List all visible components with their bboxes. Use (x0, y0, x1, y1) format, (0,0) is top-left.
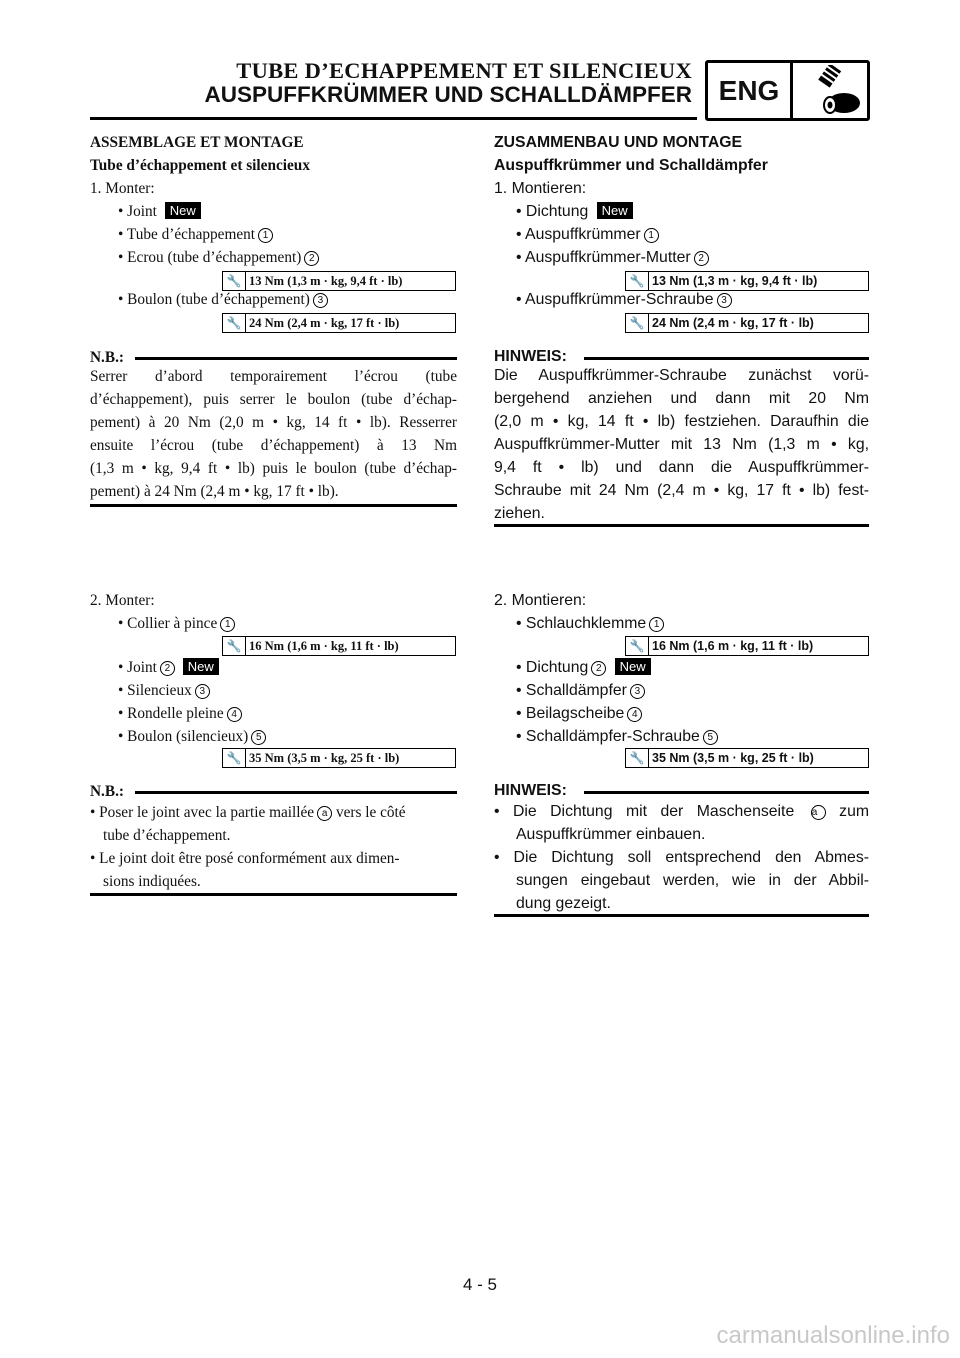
note-line: tube d’échappement. (103, 827, 231, 844)
note-line: (2,0 m • kg, 14 ft • lb) festziehen. Daraufhin die (494, 413, 869, 430)
wrench-icon: 🔧 (626, 314, 649, 332)
list-item: • Joint 2 New (118, 656, 219, 679)
marker-5: 5 (703, 730, 718, 745)
torque-spec: 🔧 35 Nm (3,5 m · kg, 25 ft · lb) (222, 748, 456, 768)
note-title: N.B.: (90, 783, 124, 800)
torque-spec: 🔧 13 Nm (1,3 m · kg, 9,4 ft · lb) (222, 271, 456, 291)
torque-spec: 🔧 24 Nm (2,4 m · kg, 17 ft · lb) (625, 313, 869, 333)
list-item: • Beilagscheibe 4 (516, 702, 642, 725)
marker-3: 3 (630, 684, 645, 699)
marker-2: 2 (160, 661, 175, 676)
marker-2: 2 (304, 251, 319, 266)
new-badge: New (165, 202, 201, 219)
note-end-rule (494, 914, 869, 917)
assembly-heading: ZUSAMMENBAU UND MONTAGE (494, 134, 743, 151)
marker-2: 2 (694, 251, 709, 266)
marker-1: 1 (649, 617, 664, 632)
note-line: ziehen. (494, 505, 545, 522)
note-rule (584, 357, 869, 360)
list-item: • Collier à pince 1 (118, 612, 235, 635)
step-2: 2. Montieren: (494, 592, 587, 609)
header-rule (90, 117, 697, 120)
list-item: • Tube d’échappement 1 (118, 223, 273, 246)
torque-spec: 🔧 35 Nm (3,5 m · kg, 25 ft · lb) (625, 748, 869, 768)
note-rule (135, 357, 457, 360)
torque-spec: 🔧 24 Nm (2,4 m · kg, 17 ft · lb) (222, 313, 456, 333)
note-title: N.B.: (90, 349, 124, 366)
wrench-icon: 🔧 (223, 272, 246, 290)
note-line: (1,3 m • kg, 9,4 ft • lb) puis le boulon (tube d’échap- (90, 460, 457, 477)
marker-2: 2 (591, 661, 606, 676)
watermark: carmanualsonline.info (716, 1322, 950, 1349)
note-title: HINWEIS: (494, 348, 567, 365)
list-item: • Boulon (silencieux) 5 (118, 725, 266, 748)
wrench-icon: 🔧 (626, 272, 649, 290)
eng-label: ENG (708, 63, 793, 118)
torque-spec: 🔧 16 Nm (1,6 m · kg, 11 ft · lb) (625, 636, 869, 656)
wrench-icon: 🔧 (223, 749, 246, 767)
note-line: pement) à 20 Nm (2,0 m • kg, 14 ft • lb). Resserrer (90, 414, 457, 431)
list-item: • Schalldämpfer-Schraube 5 (516, 725, 718, 748)
note-line: • Die Dichtung mit der Maschenseite a zum (494, 803, 870, 820)
marker-1: 1 (258, 228, 273, 243)
note-line: Die Auspuffkrümmer-Schraube zunächst vorü- (494, 367, 869, 384)
note-line: 9,4 ft • lb) und dann die Auspuffkrümmer- (494, 459, 869, 476)
list-item: • Auspuffkrümmer 1 (516, 223, 659, 246)
new-badge: New (597, 202, 633, 219)
step-2: 2. Monter: (90, 592, 155, 609)
new-badge: New (183, 658, 219, 675)
list-item: • Schalldämpfer 3 (516, 679, 645, 702)
step-1: 1. Monter: (90, 180, 155, 197)
note-line: Auspuffkrümmer einbauen. (516, 826, 706, 843)
note-end-rule (90, 893, 457, 896)
note-line: Auspuffkrümmer-Mutter mit 13 Nm (1,3 m • kg, (494, 436, 869, 453)
note-line: sions indiquées. (103, 873, 201, 890)
marker-4: 4 (627, 707, 642, 722)
note-line: Schraube mit 24 Nm (2,4 m • kg, 17 ft • lb) fest- (494, 482, 869, 499)
assembly-heading: ASSEMBLAGE ET MONTAGE (90, 134, 304, 151)
engine-tools-icon (796, 65, 866, 117)
note-line: d’échappement), puis serrer le boulon (tube d’échap- (90, 391, 457, 408)
eng-badge (705, 60, 870, 121)
list-item: • Silencieux 3 (118, 679, 210, 702)
note-line: • Die Dichtung soll entsprechend den Abmes- (494, 849, 869, 866)
list-item: • Boulon (tube d’échappement) 3 (118, 288, 328, 311)
marker-5: 5 (251, 730, 266, 745)
wrench-icon: 🔧 (626, 637, 649, 655)
note-title: HINWEIS: (494, 782, 567, 799)
note-line: ensuite l’écrou (tube d’échappement) à 13 Nm (90, 437, 457, 454)
note-line: sungen eingebaut werden, wie in der Abbil- (516, 872, 869, 889)
marker-3: 3 (717, 293, 732, 308)
note-line: • Le joint doit être posé conformément aux dimen- (90, 850, 400, 867)
marker-1: 1 (644, 228, 659, 243)
section-title-fr: TUBE D’ECHAPPEMENT ET SILENCIEUX (236, 58, 692, 83)
marker-a: a (811, 805, 826, 820)
list-item: • Auspuffkrümmer-Mutter 2 (516, 246, 709, 269)
note-line: • Poser le joint avec la partie maillée a vers le côté (90, 804, 406, 821)
marker-3: 3 (313, 293, 328, 308)
list-item: • Auspuffkrümmer-Schraube 3 (516, 288, 732, 311)
list-item: • Ecrou (tube d’échappement) 2 (118, 246, 319, 269)
note-line: bergehend anziehen und dann mit 20 Nm (494, 390, 869, 407)
note-line: dung gezeigt. (516, 895, 611, 912)
assembly-subheading: Tube d’échappement et silencieux (90, 157, 310, 174)
list-item: • Rondelle pleine 4 (118, 702, 242, 725)
wrench-icon: 🔧 (626, 749, 649, 767)
note-rule (584, 791, 869, 794)
marker-a: a (317, 806, 332, 821)
marker-4: 4 (227, 707, 242, 722)
note-end-rule (494, 524, 869, 527)
step-1: 1. Montieren: (494, 180, 587, 197)
note-rule (135, 791, 457, 794)
list-item: • Dichtung 2 New (516, 656, 651, 679)
assembly-subheading: Auspuffkrümmer und Schalldämpfer (494, 157, 768, 174)
note-line: pement) à 24 Nm (2,4 m • kg, 17 ft • lb). (90, 483, 339, 500)
list-item: • Dichtung New (516, 200, 633, 223)
torque-spec: 🔧 16 Nm (1,6 m · kg, 11 ft · lb) (222, 636, 456, 656)
wrench-icon: 🔧 (223, 637, 246, 655)
list-item: • Schlauchklemme 1 (516, 612, 664, 635)
marker-3: 3 (195, 684, 210, 699)
marker-1: 1 (220, 617, 235, 632)
torque-spec: 🔧 13 Nm (1,3 m · kg, 9,4 ft · lb) (625, 271, 869, 291)
list-item: • Joint New (118, 200, 201, 223)
new-badge: New (615, 658, 651, 675)
page-number: 4 - 5 (462, 1275, 498, 1294)
note-end-rule (90, 504, 457, 507)
wrench-icon: 🔧 (223, 314, 246, 332)
note-line: Serrer d’abord temporairement l’écrou (tube (90, 368, 457, 385)
section-title-de: AUSPUFFKRÜMMER UND SCHALLDÄMPFER (204, 82, 692, 107)
